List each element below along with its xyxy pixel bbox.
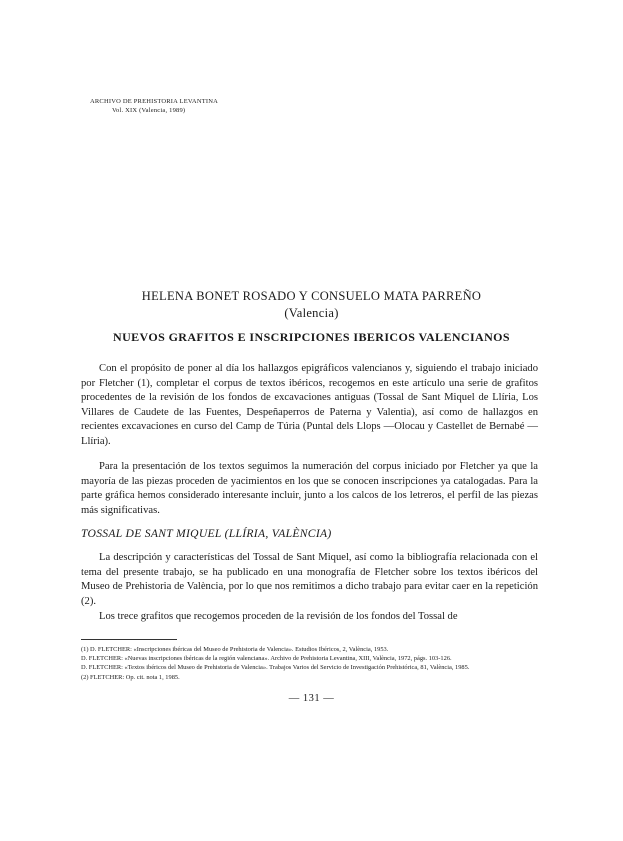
footnote-divider: [81, 639, 177, 640]
body-paragraph-4: [81, 610, 538, 625]
article-title: NUEVOS GRAFITOS E INSCRIPCIONES IBERICOS VALENCIANOS: [113, 330, 510, 344]
footnote: D. FLETCHER: «Textos ibéricos del Museo de Prehistoria de Valencia». Trabajos Varios del Servicio de Investigación Prehistórica, 81, València, 1985.: [81, 664, 470, 672]
journal-header: [90, 97, 218, 115]
paragraph-text: Con el propósito de poner al día los hallazgos epigráficos valencianos y, siguiendo el trabajo iniciado por Fletcher (1), completar el corpus de textos ibéricos, recogemos en este artículo una serie de grafitos procedentes de la revisión de los fondos de excavaciones antiguas (Tossal de Sant Miquel de Llíria, Los Villares de Caudete de las Fuentes, Despeñaperros de Paterna y Valentia), así como de hallazgos en recientes excavaciones en curso del Camp de Túria (Puntal dels Llops —Olocau y Castellet de Bernabé —Llíria).: [81, 363, 538, 447]
footnote: D. FLETCHER: «Nuevas inscripciones ibéricas de la región valenciana». Archivo de Prehistoria Levantina, XIII, València, 1972, págs. 103-126.: [81, 655, 452, 663]
authors: HELENA BONET ROSADO Y CONSUELO MATA PARREÑO: [141, 289, 482, 303]
journal-volume: Vol. XIX (Valencia, 1989): [112, 107, 186, 114]
section-heading: TOSSAL DE SANT MIQUEL (LLÍRIA, VALÈNCIA): [81, 527, 332, 540]
body-paragraph-1: [81, 362, 538, 450]
footnote: (1) D. FLETCHER: «Inscripciones ibéricas del Museo de Prehistoria de Valencia». Estudios Ibéricos, 2, València, 1953.: [81, 646, 389, 653]
journal-name: ARCHIVO DE PREHISTORIA LEVANTINA: [90, 98, 219, 105]
footnote: (2) FLETCHER: Op. cit. nota 1, 1985.: [81, 673, 180, 681]
body-paragraph-2: [81, 460, 538, 518]
body-paragraph-3: [81, 551, 538, 609]
page-number: — 131 —: [288, 693, 335, 704]
paragraph-text: Los trece grafitos que recogemos proceden de la revisión de los fondos del Tossal de: [99, 611, 458, 622]
paragraph-text: Para la presentación de los textos seguimos la numeración del corpus iniciado por Fletcher ya que la mayoría de las piezas proceden de yacimientos en los que se conocen inscripciones ya catalogadas. Para la parte gráfica hemos considerado interesante incluir, junto a los calcos de los letreros, el perfil de las piezas más significativas.: [81, 461, 538, 516]
author-block: [0, 288, 623, 322]
footnotes: [81, 645, 538, 682]
affiliation: (Valencia): [284, 306, 339, 320]
paragraph-text: La descripción y características del Tossal de Sant Miquel, así como la bibliografía relacionada con el tema del presente trabajo, se ha publicado en una monografía de Fletcher sobre los textos ibéricos del Museo de Prehistoria de València, por lo que nos remitimos a dicho trabajo para evitar caer en la repetición (2).: [81, 552, 538, 607]
